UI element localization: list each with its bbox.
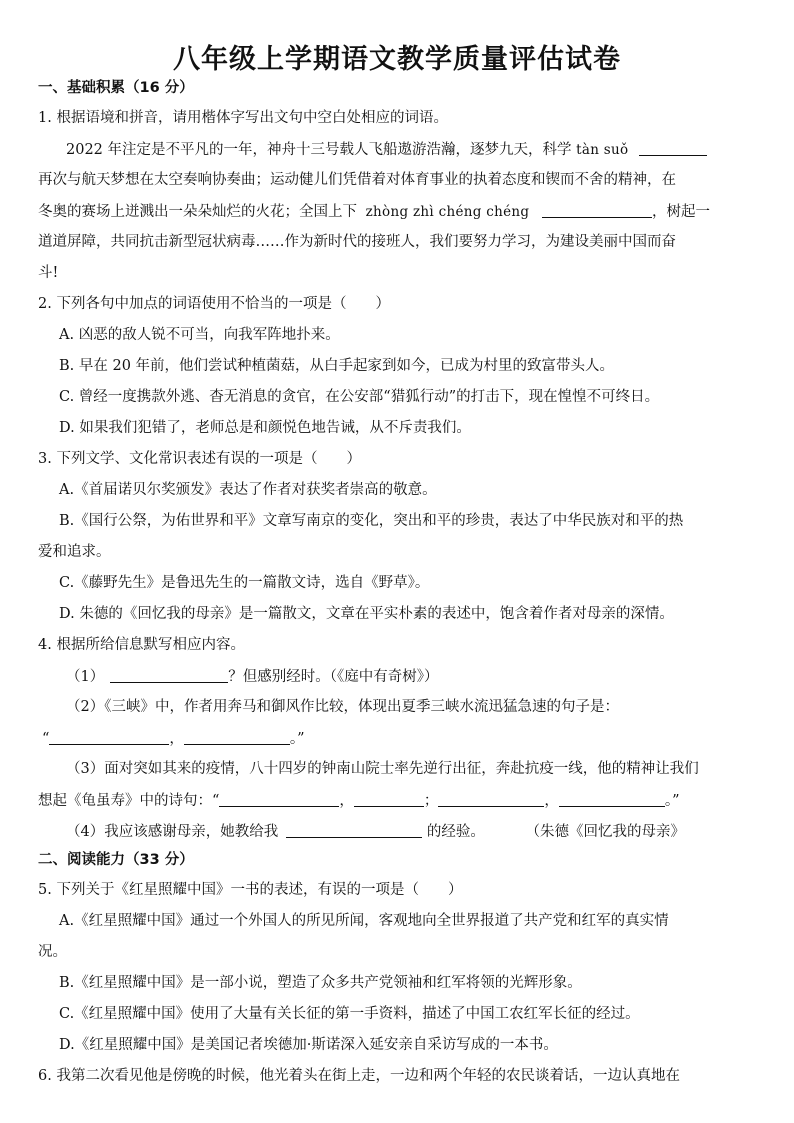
answer-blank-1[interactable] [639,139,707,156]
answer-blank-4-3a[interactable] [219,790,339,807]
question-1-passage-line-2: 再次与航天梦想在太空奏响协奏曲；运动健儿们凭借着对体育事业的执着态度和锲而不舍的精神，在 [38,172,676,188]
question-6-stem: 6. 我第二次看见他是傍晚的时候，他光着头在街上走，一边和两个年轻的农民谈着话，一边认真地在 [38,1068,680,1084]
question-5-option-d[interactable]: D.《红星照耀中国》是美国记者埃德加·斯诺深入延安亲自采访写成的一本书。 [59,1037,558,1053]
question-2-option-a[interactable]: A. 凶恶的敌人锐不可当，向我军阵地扑来。 [59,327,340,343]
question-1-passage-line-5: 斗! [38,265,59,281]
question-4-item-4: （4）我应该感谢母亲，她教给我 的经验。 （朱德《回忆我的母亲》 [66,821,685,842]
page-title: 八年级上学期语文教学质量评估试卷 [173,44,621,75]
answer-blank-4-1[interactable] [110,666,228,683]
question-3-option-a[interactable]: A.《首届诺贝尔奖颁发》表达了作者对获奖者崇高的敬意。 [59,482,437,498]
question-4-item-3: （3）面对突如其来的疫情，八十四岁的钟南山院士率先逆行出征，奔赴抗疫一线，他的精神让我们 [66,761,699,777]
question-1-passage-line-4: 道道屏障，共同抗击新型冠状病毒……作为新时代的接班人，我们要努力学习，为建设美丽中国而奋 [38,234,676,250]
question-4-item-2: （2）《三峡》中，作者用奔马和御风作比较，体现出夏季三峡水流迅猛急速的句子是： [66,699,619,715]
question-5-option-a-cont: 况。 [38,944,67,960]
answer-blank-4-3b[interactable] [354,790,424,807]
question-1-passage-line-1: 2022 年注定是不平凡的一年，神舟十三号载人飞船遨游浩瀚，逐梦九天，科学 tàn suǒ [66,139,707,160]
question-4-item-3-answer: 想起《龟虽寿》中的诗句：“ ， ； ， 。” [38,790,680,811]
question-1-stem: 1. 根据语境和拼音，请用楷体字写出文句中空白处相应的词语。 [38,110,448,126]
pinyin-zhongzhichengcheng: zhòng zhì chéng chéng [365,204,530,220]
question-3-option-c[interactable]: C.《藤野先生》是鲁迅先生的一篇散文诗，选自《野草》。 [59,575,430,591]
question-4-item-2-answer: “ ， 。” [42,728,305,749]
question-3-stem: 3. 下列文学、文化常识表述有误的一项是（ ） [38,451,361,467]
question-4-stem: 4. 根据所给信息默写相应内容。 [38,637,245,653]
question-5-option-b[interactable]: B.《红星照耀中国》是一部小说，塑造了众多共产党领袖和红军将领的光辉形象。 [59,975,582,991]
question-2-stem: 2. 下列各句中加点的词语使用不恰当的一项是（ ） [38,296,390,312]
question-5-option-c[interactable]: C.《红星照耀中国》使用了大量有关长征的第一手资料，描述了中国工农红军长征的经过。 [59,1006,640,1022]
section-heading-reading: 二、阅读能力（33 分） [38,852,194,868]
question-2-option-d[interactable]: D. 如果我们犯错了，老师总是和颜悦色地告诫，从不斥责我们。 [59,420,471,436]
question-3-option-d[interactable]: D. 朱德的《回忆我的母亲》是一篇散文，文章在平实朴素的表述中，饱含着作者对母亲的深情。 [59,606,674,622]
question-1-passage-line-3: 冬奥的赛场上迸溅出一朵朵灿烂的火花；全国上下 zhòng zhì chéng chéng ，树起一 [38,201,710,222]
question-4-item-1: （1） ？但感别经时。（《庭中有奇树》） [66,666,438,687]
section-heading-basics: 一、基础积累（16 分） [38,80,194,96]
answer-blank-4-3c[interactable] [438,790,544,807]
answer-blank-2[interactable] [542,201,652,218]
question-5-option-a[interactable]: A.《红星照耀中国》通过一个外国人的所见所闻，客观地向全世界报道了共产党和红军的真实情 [59,913,669,929]
answer-blank-4-3d[interactable] [559,790,665,807]
question-3-option-b-cont: 爱和追求。 [38,544,111,560]
answer-blank-4-4[interactable] [286,821,422,838]
question-3-option-b[interactable]: B.《国行公祭，为佑世界和平》文章写南京的变化，突出和平的珍贵，表达了中华民族对和平的热 [59,513,684,529]
answer-blank-4-2b[interactable] [184,728,290,745]
pinyin-tansuo: tàn suǒ [576,142,629,158]
question-2-option-b[interactable]: B. 早在 20 年前，他们尝试种植菌菇，从白手起家到如今，已成为村里的致富带头人。 [59,358,615,374]
answer-blank-4-2a[interactable] [49,728,169,745]
question-5-stem: 5. 下列关于《红星照耀中国》一书的表述，有误的一项是（ ） [38,882,463,898]
question-2-option-c[interactable]: C. 曾经一度携款外逃、杳无消息的贪官，在公安部“猎狐行动”的打击下，现在惶惶不可终日。 [59,389,660,405]
